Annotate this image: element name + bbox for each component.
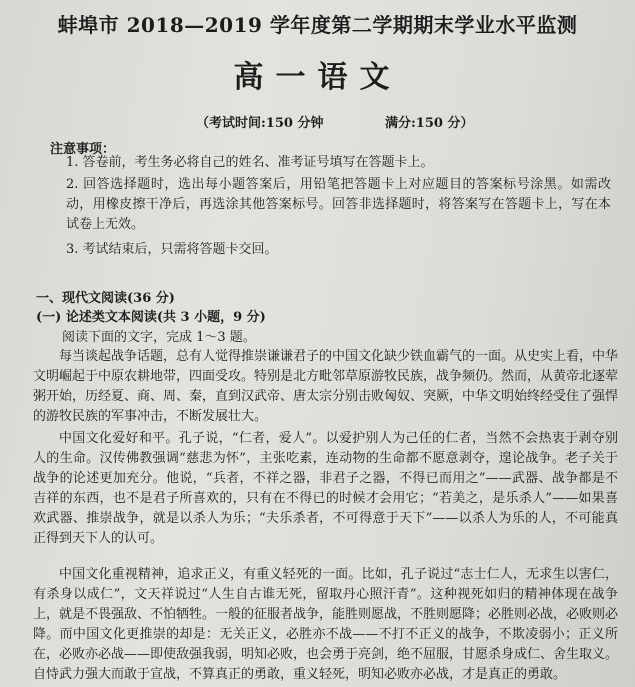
section-subtitle: (一) 论述类文本阅读(共 3 小题，9 分) (36, 310, 266, 325)
reading-instruction: 阅读下面的文字，完成 1～3 题。 (62, 330, 256, 345)
section-title: 一、现代文阅读(36 分) (36, 291, 175, 306)
notice-title: 注意事项： (50, 142, 116, 157)
exam-time: （考试时间:150 分钟 (196, 116, 324, 131)
exam-score: 满分:150 分） (385, 116, 474, 131)
exam-title: 蚌埠市 2018—2019 学年度第二学期期末学业水平监测 (57, 13, 578, 37)
notice-item: 1. 答卷前，考生务必将自己的姓名、准考证号填写在答题卡上。 (66, 155, 434, 170)
notice-item: 2. 回答选择题时，选出每小题答案后，用铅笔把答题卡上对应题目的答案标号涂黑。如需改动，用橡皮擦干净后，再选涂其他答案标号。回答非选择题时，将答案写在答题卡上，写在本试卷上无效。 (66, 177, 611, 232)
notice-item: 3. 考试结束后，只需将答题卡交回。 (66, 242, 278, 257)
reading-paragraph: 中国文化爱好和平。孔子说，“仁者，爱人”。以爱护别人为己任的仁者，当然不会热衷于剥夺别人的生命。汉传佛教强调“慈悲为怀”，主张吃素，连动物的生命都不愿意剥夺，遑论战争。老子关于战争的论述更加充分。他说，“兵者，不祥之器，非君子之器，不得已而用之”——武器、战争都是不吉祥的东西，也不是君子所喜欢的，只有在不得已的时候才会用它；“若美之，是乐杀人”——如果喜欢武器、推崇战争，就是以杀人为乐；“夫乐杀者，不可得意于天下”——以杀人为乐的人，不可能真正得到天下人的认可。 (33, 431, 618, 546)
reading-paragraph: 中国文化重视精神，追求正义，有重义轻死的一面。比如，孔子说过“志士仁人，无求生以害仁，有杀身以成仁”，文天祥说过“人生自古谁无死，留取丹心照汗青”。这种视死如归的精神体现在战争上，就是不畏强敌、不怕牺牲。一般的征服者战争，能胜则愿战，不胜则愿降；必胜则必战，必败则必降。而中国文化更推崇的却是：无关正义，必胜亦不战——不打不正义的战争，不欺凌弱小；正义所在，必败亦必战——即使敌强我弱，明知必败，也会勇于亮剑，绝不屈服，甘愿杀身成仁、舍生取义。自恃武力强大而敢于宣战，不算真正的勇敢，重义轻死，明知必败亦必战，才是真正的勇敢。 (33, 567, 619, 682)
subject-title: 高一语文 (233, 60, 402, 95)
reading-paragraph: 每当谈起战争话题，总有人觉得推崇谦谦君子的中国文化缺少铁血霸气的一面。从史实上看，中华文明崛起于中原农耕地带，四面受攻。特别是北方毗邻草原游牧民族，战争频仍。然而，从黄帝北逐荤粥开始，历经夏、商、周、秦，直到汉武帝、唐太宗分别击败匈奴、突厥，中华文明始终经受住了强悍的游牧民族的军事冲击，不断发展壮大。 (33, 349, 619, 424)
